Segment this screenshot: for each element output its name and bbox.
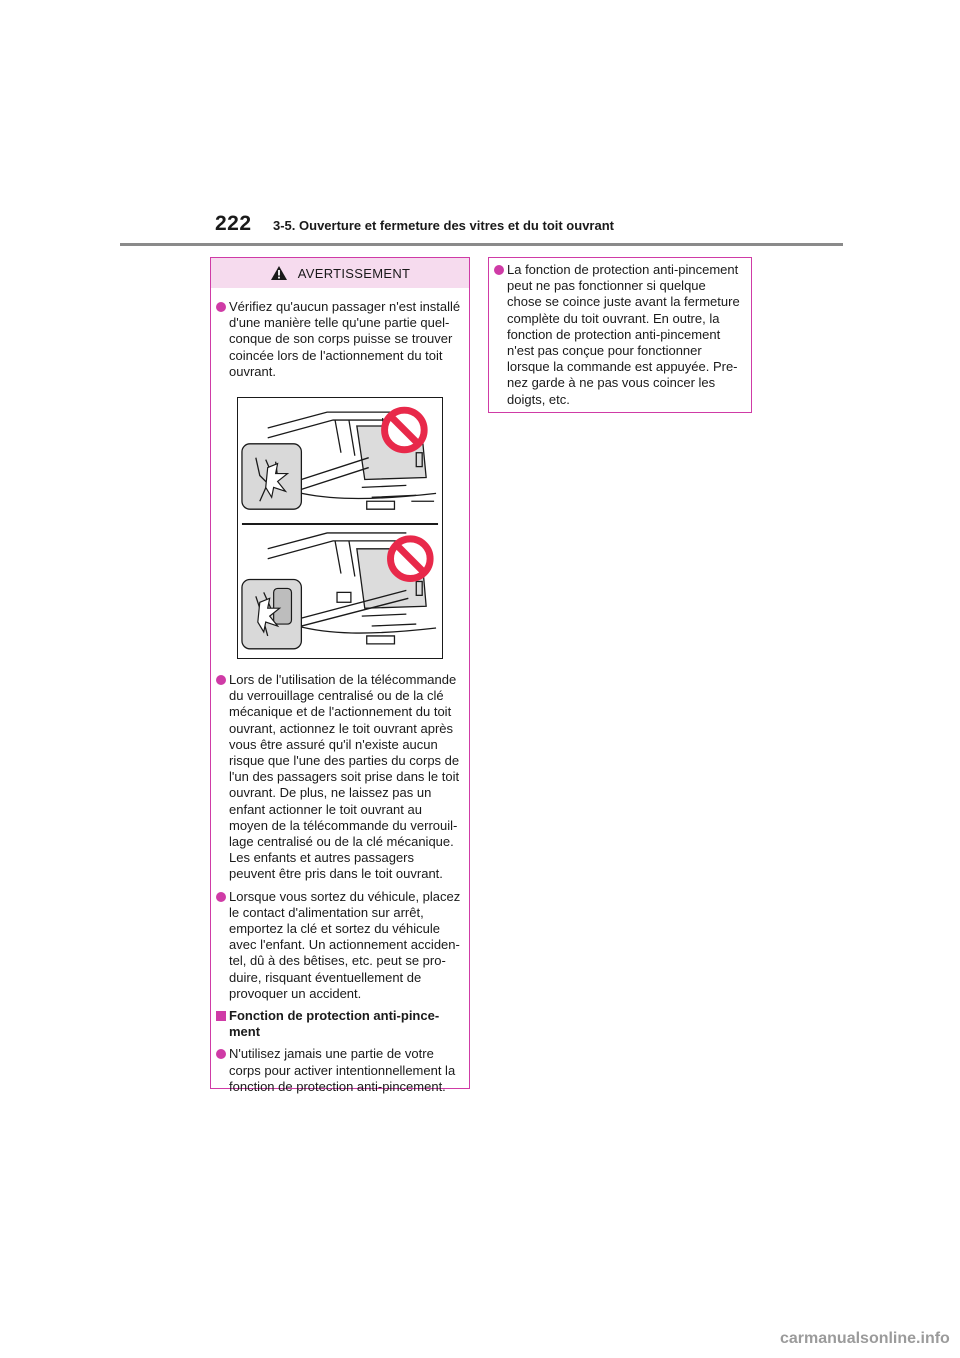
page-number: 222 bbox=[215, 212, 252, 235]
prohibition-icon bbox=[391, 539, 431, 579]
list-item bbox=[489, 262, 751, 408]
list-item bbox=[211, 672, 469, 883]
list-item bbox=[211, 1046, 469, 1095]
warning-title: AVERTISSEMENT bbox=[297, 265, 411, 281]
sunroof-pinch-illustration bbox=[237, 397, 443, 659]
subheading-text: Fonction de protection anti-pince-ment bbox=[229, 1008, 440, 1040]
bullet-icon bbox=[216, 675, 226, 685]
bullet-icon bbox=[216, 1049, 226, 1059]
list-item bbox=[211, 889, 469, 1002]
bullet-icon bbox=[216, 302, 226, 312]
list-item-text: N'utilisez jamais une partie de votre corps pour activer intentionnellement la fonction de protection anti-pincement. bbox=[229, 1046, 456, 1094]
section-title: 3-5. Ouverture et fermeture des vitres et du toit ouvrant bbox=[273, 218, 614, 233]
bullet-icon bbox=[494, 265, 504, 275]
header-rule bbox=[120, 243, 843, 246]
prohibition-icon bbox=[385, 410, 425, 450]
warning-box bbox=[210, 257, 470, 1094]
bullet-icon bbox=[216, 892, 226, 902]
warning-box-continued bbox=[488, 257, 752, 413]
watermark: carmanualsonline.info bbox=[780, 1330, 950, 1347]
warning-triangle-icon bbox=[270, 265, 288, 281]
subheading bbox=[211, 1008, 469, 1040]
warning-header bbox=[211, 258, 469, 288]
list-item-text: Vérifiez qu'aucun passager n'est installé d'une manière telle qu'une partie quel-conque de son corps puisse se trouver coincée lors de l'actionnement du toit ouvrant. bbox=[229, 299, 461, 379]
square-bullet-icon bbox=[216, 1011, 226, 1021]
list-item-text: Lors de l'utilisation de la télécommande du verrouillage centralisé ou de la clé mécanique et de l'actionnement du toit ouvrant, actionnez le toit ouvrant après vous être assuré qu'il n'existe aucun risque que l'une des parties du corps de l'un des passagers soit prise dans le toit ouvrant. De plus, ne laissez pas un enfant actionner le toit ouvrant au moyen de la télécommande du verrouil-lage centralisé ou de la clé mécanique. Les enfants et autres passagers peuvent être pris dans le toit ouvrant. bbox=[229, 672, 460, 882]
list-item-text: La fonction de protection anti-pincement peut ne pas fonctionner si quelque chose se coince juste avant la fermeture complète du toit ouvrant. En outre, la fonction de protection anti-pincement n'est pas conçue pour fonctionner lorsque la commande est appuyée. Pre-nez garde à ne pas vous coincer les doigts, etc. bbox=[507, 262, 740, 407]
hand-inset-top bbox=[242, 444, 369, 509]
list-item bbox=[211, 299, 469, 380]
list-item-text: Lorsque vous sortez du véhicule, placez le contact d'alimentation sur arrêt, emportez la clé et sortez du véhicule avec l'enfant. Un actionnement acciden-tel, dû à des bêtises, etc. peut se pro-duire, risquant éventuellement de provoquer un accident. bbox=[229, 888, 461, 1001]
